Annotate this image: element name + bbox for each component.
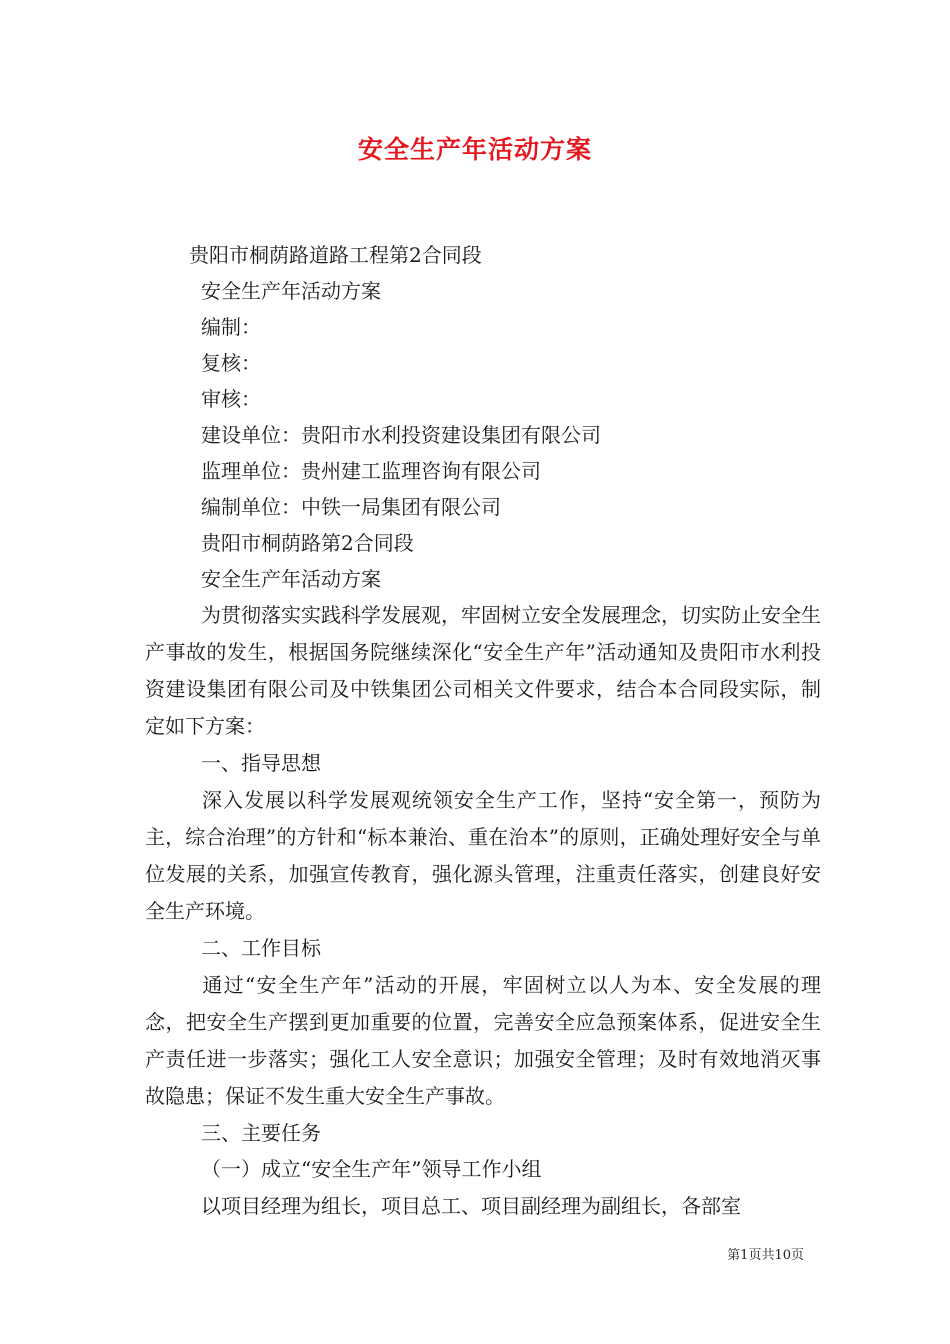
- section1-heading: 一、指导思想: [201, 751, 321, 775]
- subsection1-heading: （一）成立“安全生产年”领导工作小组: [201, 1157, 542, 1181]
- subsection1-paragraph: 以项目经理为组长，项目总工、项目副经理为副组长，各部室: [201, 1194, 741, 1218]
- construction-unit-line: 建设单位：贵阳市水利投资建设集团有限公司: [201, 423, 601, 447]
- section2-paragraph: [145, 967, 821, 1115]
- supervision-unit-line: 监理单位：贵州建工监理咨询有限公司: [201, 459, 541, 483]
- section3-heading: 三、主要任务: [201, 1121, 321, 1145]
- plan-subtitle-line: 安全生产年活动方案: [201, 567, 381, 591]
- approver-line: 审核：: [201, 387, 261, 411]
- section2-heading: 二、工作目标: [201, 936, 321, 960]
- section1-paragraph-text: 深入发展以科学发展观统领安全生产工作，坚持“安全第一，预防为主，综合治理”的方针和“标本兼治、重在治本”的原则，正确处理好安全与单位发展的关系，加强宣传教育，强化源头管理，注重责任落实，创建良好安全生产环境。: [145, 788, 821, 923]
- section-name-line: 贵阳市桐荫路第2合同段: [201, 531, 414, 555]
- page-number: 第1页共10页: [727, 1248, 804, 1263]
- compiling-unit-line: 编制单位：中铁一局集团有限公司: [201, 495, 501, 519]
- plan-name-line: 安全生产年活动方案: [201, 279, 381, 303]
- section1-paragraph: [145, 782, 821, 930]
- document-title: 安全生产年活动方案: [357, 135, 592, 164]
- section2-paragraph-text: 通过“安全生产年”活动的开展，牢固树立以人为本、安全发展的理念，把安全生产摆到更加重要的位置，完善安全应急预案体系，促进安全生产责任进一步落实；强化工人安全意识；加强安全管理；及时有效地消灭事故隐患；保证不发生重大安全生产事故。: [145, 973, 821, 1108]
- project-name-line: 贵阳市桐荫路道路工程第2合同段: [189, 243, 482, 267]
- reviewer-line: 复核：: [201, 351, 261, 375]
- intro-paragraph: [145, 597, 821, 745]
- intro-paragraph-text: 为贯彻落实实践科学发展观，牢固树立安全发展理念，切实防止安全生产事故的发生，根据国务院继续深化“安全生产年”活动通知及贵阳市水利投资建设集团有限公司及中铁集团公司相关文件要求，结合本合同段实际，制定如下方案：: [145, 603, 821, 738]
- compiler-line: 编制：: [201, 315, 261, 339]
